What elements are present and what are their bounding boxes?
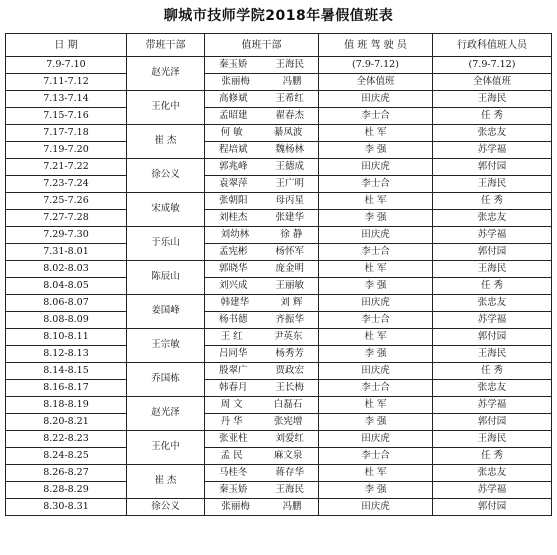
admin-staff-cell: 王海民 [433,346,552,363]
admin-staff-cell: 郭付园 [433,159,552,176]
duty-staff-name: 刘幼林 [220,228,250,240]
date-cell: 7.13-7.14 [6,91,127,108]
admin-staff-cell: 全体值班 [433,74,552,91]
table-row [6,312,552,329]
duty-staff-cell [205,329,319,346]
date-cell: 8.16-8.17 [6,380,127,397]
leader-cell: 赵光泽 [127,397,205,431]
date-cell: 7.19-7.20 [6,142,127,159]
table-row [6,91,552,108]
driver-cell: 杜 军 [319,193,433,210]
leader-cell: 王化中 [127,431,205,465]
driver-cell: 李士合 [319,176,433,193]
duty-staff-pair [205,468,318,478]
header-leader: 带班干部 [127,34,205,57]
date-cell: 8.28-8.29 [6,482,127,499]
duty-staff-pair [205,264,318,274]
duty-staff-name: 张朝阳 [218,194,248,206]
duty-staff-cell [205,295,319,312]
table-row [6,278,552,295]
duty-staff-pair [205,298,318,308]
table-row [6,295,552,312]
duty-staff-name: 秦玉娇 [218,483,248,495]
admin-staff-cell: 苏学福 [433,227,552,244]
duty-staff-name: 魏杨林 [275,143,304,155]
duty-staff-pair [205,451,318,461]
duty-staff-pair [205,213,318,223]
driver-cell: 田庆虎 [319,295,433,312]
date-cell: 7.9-7.10 [6,57,127,74]
admin-staff-cell: 任 秀 [433,363,552,380]
driver-cell: 田庆虎 [319,499,433,516]
duty-staff-pair [205,145,318,155]
table-row [6,346,552,363]
duty-staff-name: 高修斌 [218,92,248,104]
duty-staff-pair [205,315,318,325]
admin-staff-cell: 任 秀 [433,448,552,465]
leader-cell: 崔 杰 [127,125,205,159]
duty-staff-cell [205,465,319,482]
table-row [6,108,552,125]
duty-staff-name: 尹英东 [273,330,303,342]
duty-staff-pair [205,434,318,444]
duty-staff-name: 张宪增 [273,415,303,427]
admin-staff-cell: 任 秀 [433,278,552,295]
duty-staff-pair [205,196,318,206]
duty-staff-name: 杨怀军 [275,245,304,257]
header-date: 日 期 [6,34,127,57]
duty-staff-pair [205,485,318,495]
driver-cell: 李士合 [319,380,433,397]
duty-staff-name: 张丽梅 [221,500,250,512]
duty-staff-name: 王广明 [275,177,304,189]
table-row [6,414,552,431]
duty-staff-name: 孟昭建 [218,109,248,121]
admin-staff-cell: 王海民 [433,176,552,193]
admin-staff-cell: 张忠友 [433,125,552,142]
table-row [6,482,552,499]
driver-cell: 田庆虎 [319,91,433,108]
duty-staff-cell [205,482,319,499]
duty-staff-pair [205,400,318,410]
header-row [6,34,552,57]
duty-staff-cell [205,346,319,363]
duty-staff-pair [205,162,318,172]
duty-staff-cell [205,261,319,278]
leader-cell: 赵光泽 [127,57,205,91]
duty-staff-cell [205,57,319,74]
admin-staff-cell: 郭付园 [433,329,552,346]
driver-cell: 杜 军 [319,125,433,142]
duty-staff-name: 徐 静 [280,228,303,240]
duty-staff-pair [205,502,318,512]
header-driver: 值 班 驾 驶 员 [319,34,433,57]
admin-staff-cell: 苏学福 [433,142,552,159]
duty-staff-name: 杨书德 [218,313,248,325]
duty-staff-name: 王长梅 [275,381,304,393]
date-cell: 7.29-7.30 [6,227,127,244]
duty-staff-name: 郭兆峰 [218,160,248,172]
driver-cell: 杜 军 [319,329,433,346]
driver-cell: (7.9-7.12) [319,57,433,74]
driver-cell: 李 强 [319,482,433,499]
admin-staff-cell: 王海民 [433,91,552,108]
driver-cell: 杜 军 [319,465,433,482]
table-row [6,193,552,210]
duty-staff-name: 郭晓华 [218,262,248,274]
date-cell: 8.12-8.13 [6,346,127,363]
duty-staff-cell [205,414,319,431]
driver-cell: 李士合 [319,448,433,465]
duty-staff-cell [205,380,319,397]
table-row [6,380,552,397]
duty-staff-pair [205,417,318,427]
duty-staff-name: 程培斌 [218,143,248,155]
table-row [6,74,552,91]
duty-staff-name: 张丽梅 [221,75,250,87]
driver-cell: 田庆虎 [319,363,433,380]
table-row [6,159,552,176]
duty-staff-name: 白磊石 [273,398,303,410]
table-row [6,261,552,278]
leader-cell: 崔 杰 [127,465,205,499]
table-row [6,142,552,159]
admin-staff-cell: 张忠友 [433,465,552,482]
duty-staff-pair [205,77,318,87]
table-row [6,397,552,414]
duty-staff-name: 王丽敏 [275,279,304,291]
table-row [6,244,552,261]
table-row [6,210,552,227]
driver-cell: 田庆虎 [319,431,433,448]
duty-staff-name: 麻文泉 [273,449,303,461]
duty-staff-name: 周 文 [220,398,243,410]
duty-staff-name: 吕同华 [218,347,248,359]
admin-staff-cell: 张忠友 [433,380,552,397]
driver-cell: 田庆虎 [319,159,433,176]
duty-staff-name: 秦玉娇 [218,58,248,70]
admin-staff-cell: 苏学福 [433,482,552,499]
duty-staff-cell [205,74,319,91]
duty-staff-name: 韩建华 [220,296,250,308]
duty-staff-name: 韩春月 [218,381,248,393]
roster-body [6,57,552,516]
duty-staff-name: 马桂冬 [218,466,248,478]
table-row [6,125,552,142]
date-cell: 8.08-8.09 [6,312,127,329]
leader-cell: 王宗敏 [127,329,205,363]
driver-cell: 李士合 [319,312,433,329]
duty-staff-pair [205,332,318,342]
header-duty-staff: 值班干部 [205,34,319,57]
duty-staff-cell [205,193,319,210]
duty-roster-table [5,33,552,516]
date-cell: 8.02-8.03 [6,261,127,278]
duty-staff-pair [205,179,318,189]
duty-staff-cell [205,227,319,244]
admin-staff-cell: 张忠友 [433,295,552,312]
duty-staff-cell [205,125,319,142]
admin-staff-cell: 苏学福 [433,397,552,414]
date-cell: 8.10-8.11 [6,329,127,346]
leader-cell: 于乐山 [127,227,205,261]
leader-cell: 徐公义 [127,499,205,516]
date-cell: 7.15-7.16 [6,108,127,125]
duty-staff-pair [205,94,318,104]
admin-staff-cell: 郭付园 [433,414,552,431]
admin-staff-cell: 任 秀 [433,193,552,210]
duty-staff-name: 冯鹏 [282,75,302,87]
duty-staff-cell [205,431,319,448]
duty-staff-pair [205,230,318,240]
admin-staff-cell: 郭付园 [433,499,552,516]
leader-cell: 乔国栋 [127,363,205,397]
table-row [6,329,552,346]
duty-staff-name: 翟春杰 [275,109,304,121]
duty-staff-cell [205,363,319,380]
admin-staff-cell: 苏学福 [433,312,552,329]
table-row [6,448,552,465]
admin-staff-cell: (7.9-7.12) [433,57,552,74]
duty-staff-pair [205,349,318,359]
driver-cell: 杜 军 [319,397,433,414]
table-row [6,176,552,193]
duty-staff-pair [205,247,318,257]
admin-staff-cell: 王海民 [433,431,552,448]
duty-staff-name: 王德成 [275,160,304,172]
page-title: 聊城市技师学院2018年暑假值班表 [163,8,394,24]
driver-cell: 全体值班 [319,74,433,91]
duty-staff-name: 殷翠广 [218,364,248,376]
duty-staff-cell [205,244,319,261]
duty-staff-pair [205,111,318,121]
duty-staff-pair [205,366,318,376]
date-cell: 7.23-7.24 [6,176,127,193]
table-row [6,57,552,74]
duty-staff-name: 袁翠萍 [218,177,248,189]
date-cell: 8.30-8.31 [6,499,127,516]
table-row [6,431,552,448]
duty-staff-name: 孟宪彬 [218,245,248,257]
date-cell: 7.11-7.12 [6,74,127,91]
duty-staff-cell [205,499,319,516]
date-cell: 8.20-8.21 [6,414,127,431]
duty-staff-name: 王海民 [275,483,304,495]
admin-staff-cell: 王海民 [433,261,552,278]
driver-cell: 李 强 [319,142,433,159]
duty-staff-cell [205,210,319,227]
driver-cell: 李士合 [319,244,433,261]
duty-staff-name: 刘兴成 [218,279,248,291]
date-cell: 8.26-8.27 [6,465,127,482]
admin-staff-cell: 任 秀 [433,108,552,125]
leader-cell: 宋成敏 [127,193,205,227]
date-cell: 7.17-7.18 [6,125,127,142]
duty-staff-name: 贾政宏 [275,364,304,376]
duty-staff-name: 母丙星 [275,194,304,206]
table-row [6,465,552,482]
driver-cell: 李 强 [319,414,433,431]
duty-staff-cell [205,176,319,193]
duty-staff-cell [205,108,319,125]
duty-staff-cell [205,142,319,159]
duty-staff-name: 刘 辉 [280,296,303,308]
date-cell: 8.14-8.15 [6,363,127,380]
duty-staff-name: 王 红 [220,330,243,342]
date-cell: 8.24-8.25 [6,448,127,465]
duty-staff-cell [205,397,319,414]
duty-staff-name: 丹 华 [220,415,243,427]
duty-staff-name: 庞金明 [275,262,304,274]
duty-staff-name: 孟 民 [220,449,243,461]
driver-cell: 杜 军 [319,261,433,278]
duty-staff-name: 王希红 [275,92,304,104]
driver-cell: 李 强 [319,210,433,227]
admin-staff-cell: 郭付园 [433,244,552,261]
duty-staff-name: 王海民 [275,58,304,70]
table-row [6,499,552,516]
duty-staff-pair [205,281,318,291]
duty-staff-name: 綦凤波 [273,126,303,138]
duty-staff-name: 张建华 [275,211,304,223]
leader-cell: 陈辰山 [127,261,205,295]
driver-cell: 田庆虎 [319,227,433,244]
date-cell: 7.27-7.28 [6,210,127,227]
duty-staff-name: 杨秀芳 [275,347,304,359]
driver-cell: 李 强 [319,346,433,363]
duty-staff-name: 刘桂杰 [218,211,248,223]
header-admin-staff: 行政科值班人员 [433,34,552,57]
duty-staff-name: 蒋存华 [275,466,304,478]
duty-staff-cell [205,278,319,295]
date-cell: 7.21-7.22 [6,159,127,176]
date-cell: 8.04-8.05 [6,278,127,295]
leader-cell: 姜国峰 [127,295,205,329]
table-row [6,363,552,380]
duty-staff-name: 冯鹏 [282,500,302,512]
date-cell: 7.31-8.01 [6,244,127,261]
duty-staff-name: 张亚柱 [218,432,248,444]
duty-staff-name: 齐振华 [275,313,304,325]
driver-cell: 李 强 [319,278,433,295]
duty-staff-cell [205,159,319,176]
date-cell: 8.06-8.07 [6,295,127,312]
duty-staff-cell [205,312,319,329]
duty-staff-cell [205,448,319,465]
duty-staff-pair [205,383,318,393]
date-cell: 7.25-7.26 [6,193,127,210]
table-row [6,227,552,244]
admin-staff-cell: 张忠友 [433,210,552,227]
duty-staff-name: 何 敏 [220,126,243,138]
date-cell: 8.18-8.19 [6,397,127,414]
duty-staff-pair [205,128,318,138]
driver-cell: 李士合 [319,108,433,125]
date-cell: 8.22-8.23 [6,431,127,448]
duty-staff-cell [205,91,319,108]
duty-staff-name: 刘爱红 [275,432,304,444]
leader-cell: 徐公义 [127,159,205,193]
duty-staff-pair [205,60,318,70]
leader-cell: 王化中 [127,91,205,125]
